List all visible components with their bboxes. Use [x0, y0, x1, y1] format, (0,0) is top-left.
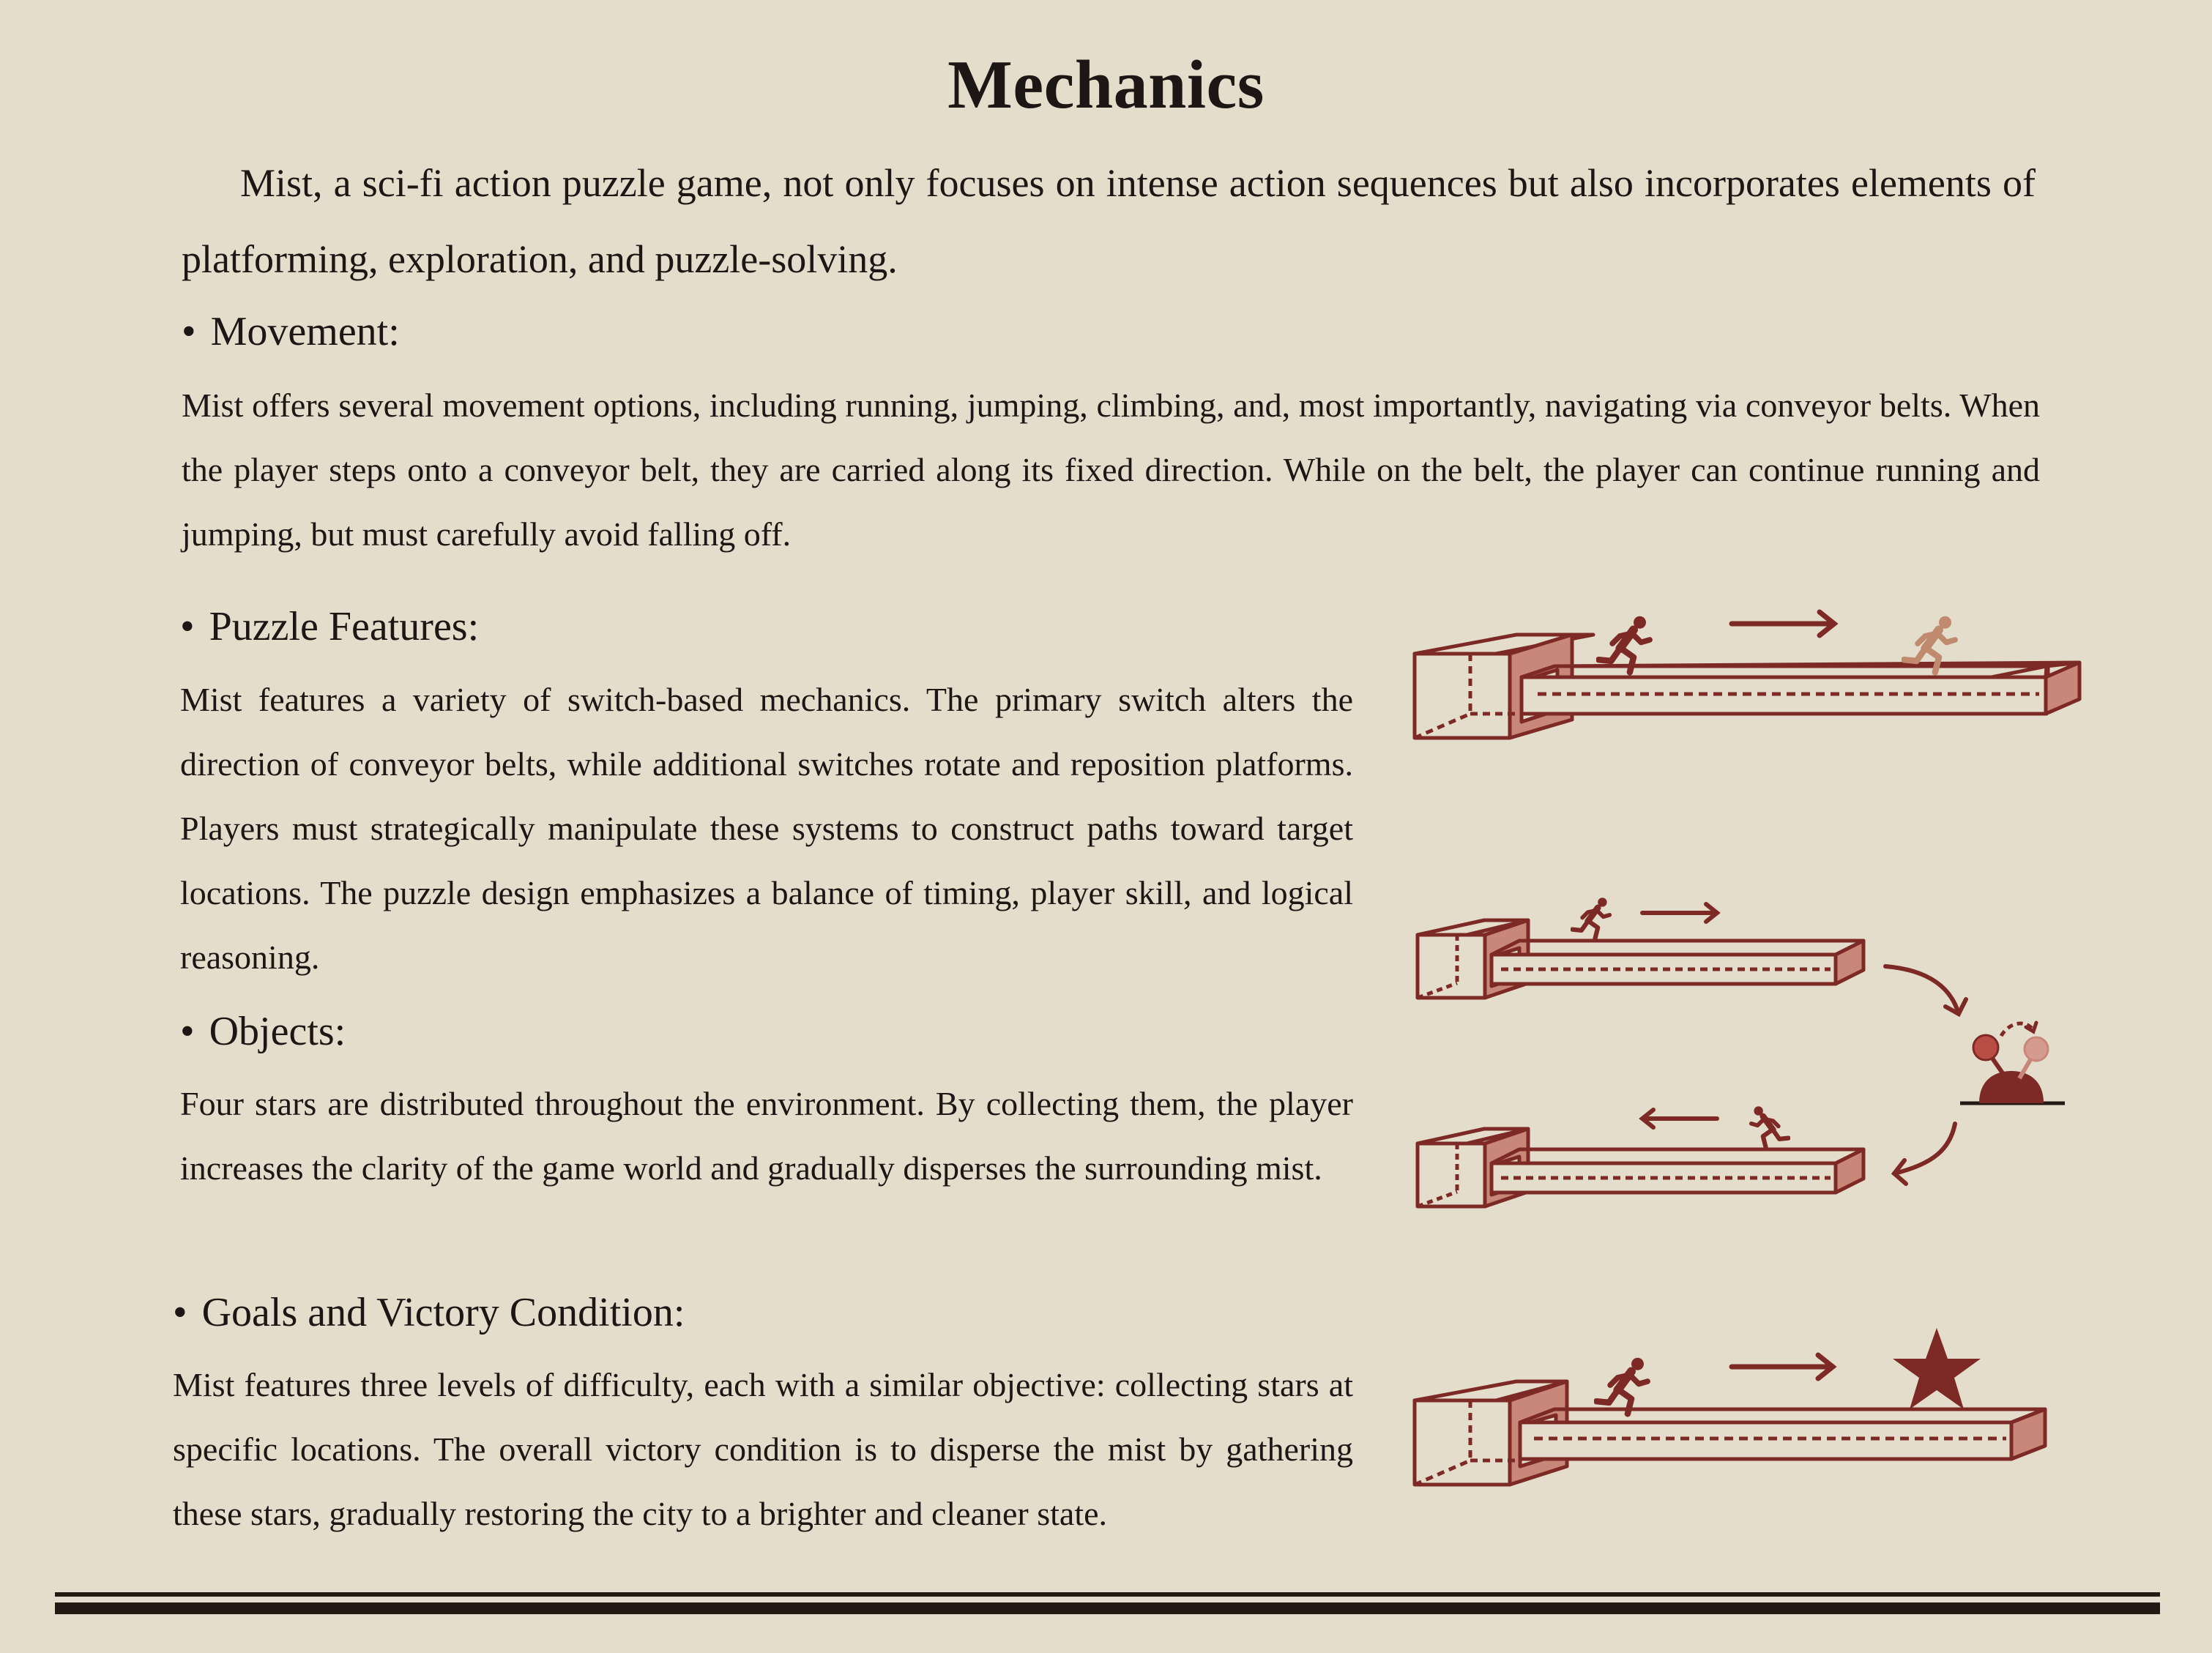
curved-arrow-icon: [1894, 1124, 1955, 1184]
bullet-icon: •: [182, 309, 196, 354]
arrow-left-icon: [1642, 1110, 1717, 1127]
conveyor-belt-icon: [1522, 663, 2079, 714]
lever-switch-icon: [1960, 1023, 2065, 1103]
movement-heading-text: Movement:: [210, 309, 400, 354]
bullet-icon: •: [180, 1009, 195, 1054]
puzzle-heading: [180, 602, 479, 652]
running-figure-icon: [1751, 1106, 1789, 1147]
conveyor-belt-icon: [1492, 941, 1863, 984]
goals-heading: [173, 1288, 685, 1337]
intro-paragraph: Mist, a sci-fi action puzzle game, not only focuses on intense action sequences but also incorporates elements of platforming, exploration, and puzzle-solving.: [182, 161, 2036, 281]
movement-body: Mist offers several movement options, including running, jumping, climbing, and, most importantly, navigating via conveyor belts. When the player steps onto a conveyor belt, they are carried along its fixed direction. While on the belt, the player can continue running and jumping, but must carefully avoid falling off.: [182, 387, 2040, 553]
footer-rule-thick: [55, 1602, 2160, 1614]
arrow-right-icon: [1642, 904, 1717, 922]
objects-body: Four stars are distributed throughout the environment. By collecting them, the player increases the clarity of the game world and gradually disperses the surrounding mist.: [180, 1085, 1353, 1187]
goal-star-diagram: [1410, 1321, 2142, 1504]
movement-heading: [182, 307, 400, 357]
conveyor-belt-icon: [1492, 1149, 1863, 1193]
star-icon: [1893, 1328, 1981, 1409]
conveyor-belt-icon: [1520, 1409, 2045, 1459]
puzzle-body: Mist features a variety of switch-based mechanics. The primary switch alters the direction of conveyor belts, while additional switches rotate and reposition platforms. Players must strategically manipulate these systems to construct paths toward target locations. The puzzle design emphasizes a balance of timing, player skill, and logical reasoning.: [180, 681, 1353, 976]
arrow-right-icon: [1732, 1355, 1833, 1378]
arrow-right-icon: [1732, 612, 1834, 635]
goals-body: Mist features three levels of difficulty, each with a similar objective: collecting stars at specific locations. The overall victory condition is to disperse the mist by gathering these stars, gradually restoring the city to a brighter and cleaner state.: [173, 1366, 1353, 1532]
footer-rule-thin: [55, 1592, 2160, 1597]
page-title: Mechanics: [947, 47, 1265, 123]
puzzle-heading-text: Puzzle Features:: [209, 604, 480, 649]
running-figure-icon: [1596, 1358, 1647, 1414]
objects-heading-text: Objects:: [209, 1009, 346, 1054]
curved-arrow-icon: [1885, 966, 1966, 1014]
goals-heading-text: Goals and Victory Condition:: [201, 1290, 685, 1335]
objects-heading: [180, 1007, 346, 1056]
bullet-icon: •: [173, 1290, 187, 1335]
conveyor-switch-diagram: [1410, 897, 2142, 1234]
running-figure-icon: [1572, 898, 1609, 939]
conveyor-movement-diagram: [1410, 600, 2142, 776]
bullet-icon: •: [180, 604, 195, 649]
